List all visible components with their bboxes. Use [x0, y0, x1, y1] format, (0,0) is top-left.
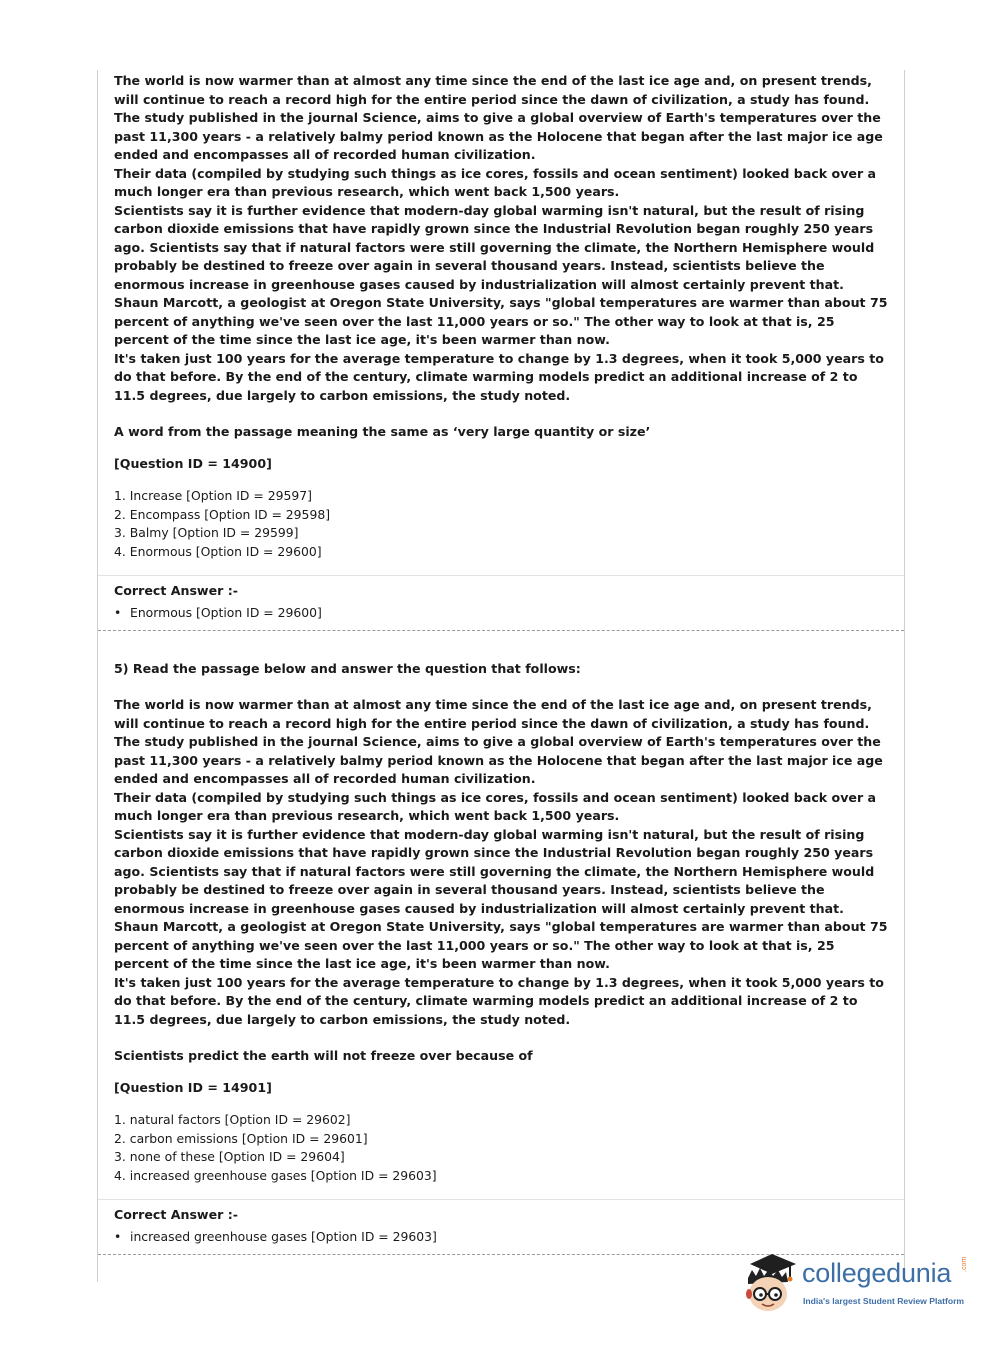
option-3: 3. Balmy [Option ID = 29599]: [114, 525, 299, 540]
passage-paragraph: It's taken just 100 years for the average temperature to change by 1.3 degrees, when it took 5,000 years to do that before. By the end of the century, climate warming models predict an additional increase of 2 to 11.5 degrees, due largely to carbon emissions, the study noted.: [114, 974, 884, 1027]
graduate-mascot-icon: [742, 1250, 800, 1316]
option-1: 1. natural factors [Option ID = 29602]: [114, 1112, 351, 1127]
question-separator: [98, 630, 904, 631]
passage-paragraph: The world is now warmer than at almost any time since the end of the last ice age and, on present trends, will continue to reach a record high for the entire period since the dawn of civilization, a study has found.: [114, 697, 872, 731]
section-divider: [98, 575, 904, 576]
collegedunia-logo: [742, 1250, 982, 1320]
question-5-block: [114, 660, 890, 1185]
passage: [114, 696, 890, 1029]
passage-paragraph: Shaun Marcott, a geologist at Oregon State University, says "global temperatures are warmer than about 75 percent of anything we've seen over the last 11,000 years or so." The other way to look at that is, 25 percent of the time since the last ice age, it's been warmer than now.: [114, 295, 888, 347]
question-stem: Scientists predict the earth will not freeze over because of: [114, 1048, 533, 1063]
question-heading: 5) Read the passage below and answer the question that follows:: [114, 661, 581, 676]
question-4-block: [114, 72, 890, 561]
passage-paragraph: Scientists say it is further evidence that modern-day global warming isn't natural, but the result of rising carbon dioxide emissions that have rapidly grown since the Industrial Revolution began roughly 250 years ago. Scientists say that if natural factors were still governing the climate, the Northern Hemisphere would probably be destined to freeze over again in several thousand years. Instead, scientists believe the enormous increase in greenhouse gases caused by industrialization will almost certainly prevent that.: [114, 202, 875, 292]
passage: [114, 72, 890, 405]
correct-answer-block: [114, 582, 890, 622]
passage-paragraph: The study published in the journal Science, aims to give a global overview of Earth's temperatures over the past 11,300 years - a relatively balmy period known as the Holocene that began after the last major ice age ended and encompasses all of recorded human civilization.: [114, 734, 883, 786]
option-4: 4. Enormous [Option ID = 29600]: [114, 543, 322, 559]
passage-paragraph: The study published in the journal Science, aims to give a global overview of Earth's temperatures over the past 11,300 years - a relatively balmy period known as the Holocene that began after the last major ice age ended and encompasses all of recorded human civilization.: [114, 110, 883, 162]
option-3: 3. none of these [Option ID = 29604]: [114, 1149, 345, 1164]
correct-answer: • increased greenhouse gases [Option ID = 29603]: [114, 1228, 890, 1246]
passage-paragraph: Their data (compiled by studying such things as ice cores, fossils and ocean sentiment) looked back over a much longer era than previous research, which went back 1,500 years.: [114, 165, 877, 199]
question-id: [Question ID = 14901]: [114, 1080, 272, 1095]
correct-answer-list: [114, 1228, 890, 1246]
section-divider: [98, 1199, 904, 1200]
correct-answer-block: [114, 1206, 890, 1246]
passage-paragraph: Scientists say it is further evidence that modern-day global warming isn't natural, but the result of rising carbon dioxide emissions that have rapidly grown since the Industrial Revolution began roughly 250 years ago. Scientists say that if natural factors were still governing the climate, the Northern Hemisphere would probably be destined to freeze over again in several thousand years. Instead, scientists believe the enormous increase in greenhouse gases caused by industrialization will almost certainly prevent that.: [114, 826, 875, 916]
options-list: [114, 1111, 890, 1185]
option-1: 1. Increase [Option ID = 29597]: [114, 488, 312, 503]
correct-answer-label: Correct Answer :-: [114, 583, 238, 598]
logo-tagline: India's largest Student Review Platform: [803, 1296, 965, 1306]
passage-paragraph: Their data (compiled by studying such things as ice cores, fossils and ocean sentiment) looked back over a much longer era than previous research, which went back 1,500 years.: [114, 789, 877, 823]
option-2: 2. Encompass [Option ID = 29598]: [114, 506, 331, 522]
question-id: [Question ID = 14900]: [114, 456, 272, 471]
correct-answer-list: [114, 604, 890, 622]
logo-domain: .com: [961, 1256, 968, 1272]
correct-answer-label: Correct Answer :-: [114, 1207, 238, 1222]
option-4: 4. increased greenhouse gases [Option ID = 29603]: [114, 1167, 437, 1183]
correct-answer: • Enormous [Option ID = 29600]: [114, 604, 890, 622]
passage-paragraph: Shaun Marcott, a geologist at Oregon State University, says "global temperatures are warmer than about 75 percent of anything we've seen over the last 11,000 years or so." The other way to look at that is, 25 percent of the time since the last ice age, it's been warmer than now.: [114, 919, 888, 971]
question-stem: A word from the passage meaning the same as ‘very large quantity or size’: [114, 424, 651, 439]
logo-wordmark: collegedunia: [802, 1258, 952, 1288]
passage-paragraph: The world is now warmer than at almost any time since the end of the last ice age and, on present trends, will continue to reach a record high for the entire period since the dawn of civilization, a study has found.: [114, 73, 872, 107]
options-list: [114, 487, 890, 561]
option-2: 2. carbon emissions [Option ID = 29601]: [114, 1130, 368, 1146]
passage-paragraph: It's taken just 100 years for the average temperature to change by 1.3 degrees, when it took 5,000 years to do that before. By the end of the century, climate warming models predict an additional increase of 2 to 11.5 degrees, due largely to carbon emissions, the study noted.: [114, 350, 884, 403]
document-frame: [97, 70, 905, 1282]
